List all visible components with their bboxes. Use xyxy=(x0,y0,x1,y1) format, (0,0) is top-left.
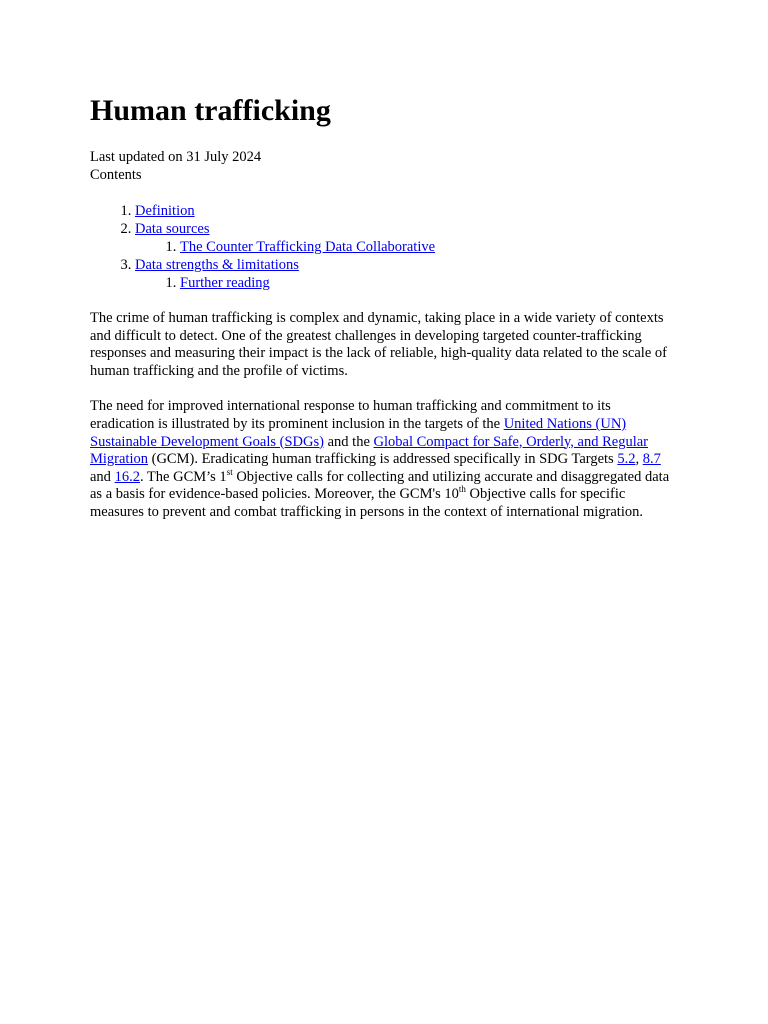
contents-heading: Contents xyxy=(90,166,142,183)
ordinal-suffix: st xyxy=(226,466,233,477)
toc-item xyxy=(135,202,678,220)
sdg-target-16-2-link[interactable]: 16.2 xyxy=(114,468,140,485)
toc-subitem xyxy=(180,274,678,292)
paragraph-text: Objective calls for specific measures to prevent and combat trafficking in persons in the context of international migration. xyxy=(90,486,643,520)
toc-link-further-reading[interactable]: Further reading xyxy=(180,275,270,291)
paragraph-text: and xyxy=(90,468,115,485)
toc-link-data-strengths[interactable]: Data strengths & limitations xyxy=(135,257,299,273)
gcm-link[interactable]: Global Compact for Safe, Orderly, and Regular Migration xyxy=(90,433,648,468)
toc-link-definition[interactable]: Definition xyxy=(135,203,195,219)
last-updated: Last updated on 31 July 2024 xyxy=(90,149,262,165)
sdg-target-5-2-link[interactable]: 5.2 xyxy=(617,451,636,468)
un-sdgs-link[interactable]: United Nations (UN) Sustainable Development Goals (SDGs) xyxy=(90,415,627,450)
toc-link-data-sources[interactable]: Data sources xyxy=(135,221,210,237)
paragraph-text: Objective calls for collecting and utilizing accurate and disaggregated data as a basis for evidence-based policies. Moreover, the GCM's 10 xyxy=(90,468,670,503)
toc-item xyxy=(135,256,678,292)
paragraph-text: and the xyxy=(323,433,374,450)
page-title: Human trafficking xyxy=(90,94,331,127)
sdg-paragraph xyxy=(90,398,678,521)
toc-item xyxy=(135,220,678,256)
paragraph-text: . The GCM’s 1 xyxy=(139,468,227,485)
intro-paragraph: The crime of human trafficking is complex and dynamic, taking place in a wide variety of contexts and difficult to detect. One of the greatest challenges in developing targeted counter-trafficking responses and measuring their impact is the lack of reliable, high-quality data related to the scale of human trafficking and the profile of victims. xyxy=(90,310,667,379)
sdg-target-8-7-link[interactable]: 8.7 xyxy=(642,451,661,468)
toc-sublist xyxy=(135,274,678,292)
toc-subitem xyxy=(180,238,678,256)
paragraph-text: , xyxy=(635,451,643,468)
paragraph-text: The need for improved international response to human trafficking and commitment to its eradication is illustrated by its prominent inclusion in the targets of the xyxy=(90,398,611,432)
table-of-contents xyxy=(90,202,678,292)
paragraph-text: (GCM). Eradicating human trafficking is addressed specifically in SDG Targets xyxy=(148,451,618,468)
ordinal-suffix: th xyxy=(458,484,466,495)
toc-sublist xyxy=(135,238,678,256)
toc-link-ctdc[interactable]: The Counter Trafficking Data Collaborative xyxy=(180,239,436,255)
